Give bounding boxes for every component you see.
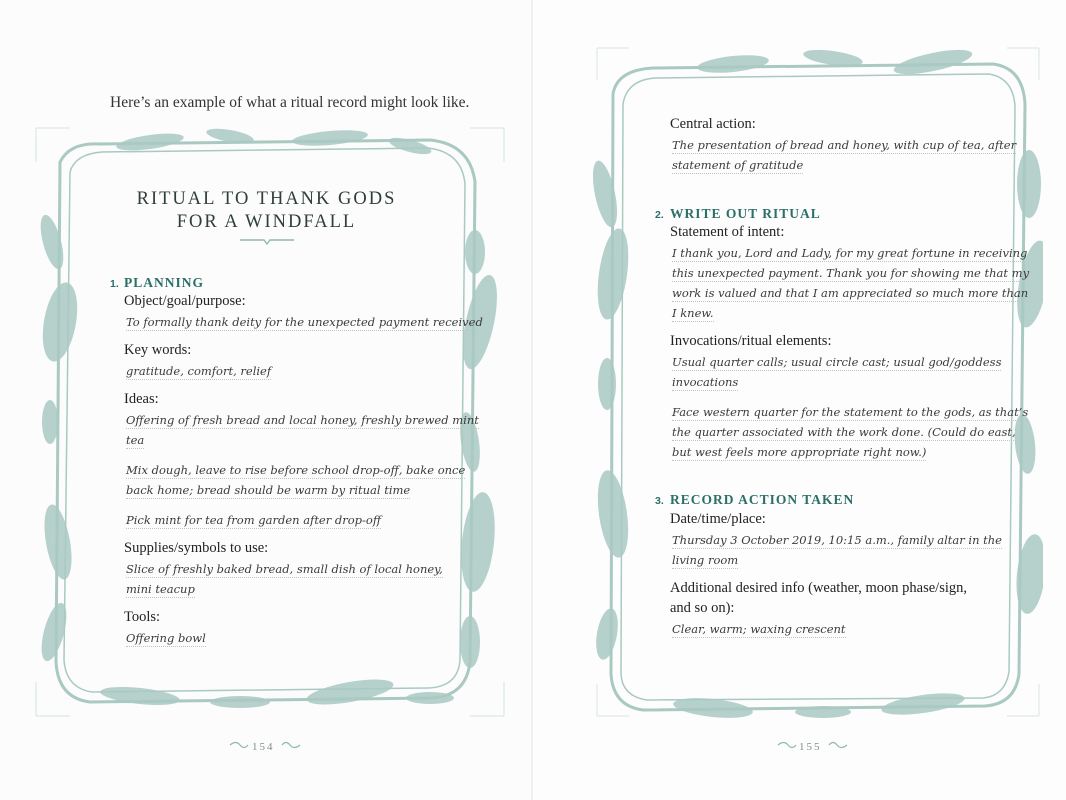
section1-number: 1. xyxy=(110,278,119,290)
field-line: I knew. xyxy=(672,306,714,320)
section2-number: 2. xyxy=(655,209,664,221)
field-label: Tools: xyxy=(124,609,161,625)
field-label: Statement of intent: xyxy=(670,224,785,240)
ritual-title-line1: RITUAL TO THANK GODS xyxy=(136,189,397,209)
ritual-title-line2: FOR A WINDFALL xyxy=(176,212,357,232)
field-line: Offering of fresh bread and local honey, freshly brewed mint xyxy=(126,413,479,427)
field-label: Supplies/symbols to use: xyxy=(124,540,269,556)
field-line: living room xyxy=(672,553,739,567)
field-label: Key words: xyxy=(124,342,192,358)
field-line: Pick mint for tea from garden after drop-off xyxy=(126,513,381,527)
section2-title: WRITE OUT RITUAL xyxy=(670,206,821,221)
intro-text: Here’s an example of what a ritual record might look like. xyxy=(110,94,470,111)
field-line: Face western quarter for the statement to the gods, as that’s xyxy=(672,405,1029,419)
field-line: Slice of freshly baked bread, small dish of local honey, xyxy=(126,562,443,576)
folio-ornament-icon xyxy=(228,740,250,750)
field-label: Ideas: xyxy=(124,391,159,407)
field-line: statement of gratitude xyxy=(672,158,804,172)
field-label: Invocations/ritual elements: xyxy=(670,333,832,349)
field-line: this unexpected payment. Thank you for showing me that my xyxy=(672,266,1030,280)
field-line: The presentation of bread and honey, with cup of tea, after xyxy=(672,138,1017,152)
section1-title: PLANNING xyxy=(124,275,205,290)
section3-title: RECORD ACTION TAKEN xyxy=(670,492,855,507)
title-ornament-icon xyxy=(238,236,296,246)
right-page xyxy=(533,0,1066,800)
field-line: Mix dough, leave to rise before school drop-off, bake once xyxy=(126,463,466,477)
field-label: Object/goal/purpose: xyxy=(124,293,246,309)
field-line: tea xyxy=(126,433,145,447)
section3-number: 3. xyxy=(655,495,664,507)
folio-ornament-icon xyxy=(776,740,798,750)
field-label: Central action: xyxy=(670,116,756,132)
field-line: mini teacup xyxy=(126,582,195,596)
field-line: Usual quarter calls; usual circle cast; usual god/goddess xyxy=(672,355,1002,369)
field-line: Clear, warm; waxing crescent xyxy=(672,622,846,636)
page-number: 154 xyxy=(252,741,275,753)
field-line: To formally thank deity for the unexpected payment received xyxy=(126,315,483,329)
field-line: Thursday 3 October 2019, 10:15 a.m., family altar in the xyxy=(672,533,1002,547)
field-line: gratitude, comfort, relief xyxy=(126,364,272,378)
field-line: the quarter associated with the work done. (Could do east, xyxy=(672,425,1016,439)
field-label: and so on): xyxy=(670,600,735,616)
field-line: back home; bread should be warm by ritual time xyxy=(126,483,411,497)
field-line: invocations xyxy=(672,375,739,389)
field-line: I thank you, Lord and Lady, for my great fortune in receiving xyxy=(672,246,1028,260)
field-line: work is valued and that I am appreciated so much more than xyxy=(672,286,1029,300)
folio-ornament-icon xyxy=(827,740,849,750)
field-line: but west feels more appropriate right now.) xyxy=(672,445,927,459)
field-label: Additional desired info (weather, moon phase/sign, xyxy=(670,580,968,596)
folio-ornament-icon xyxy=(280,740,302,750)
page-number: 155 xyxy=(799,741,822,753)
field-line: Offering bowl xyxy=(126,631,206,645)
field-label: Date/time/place: xyxy=(670,511,766,527)
